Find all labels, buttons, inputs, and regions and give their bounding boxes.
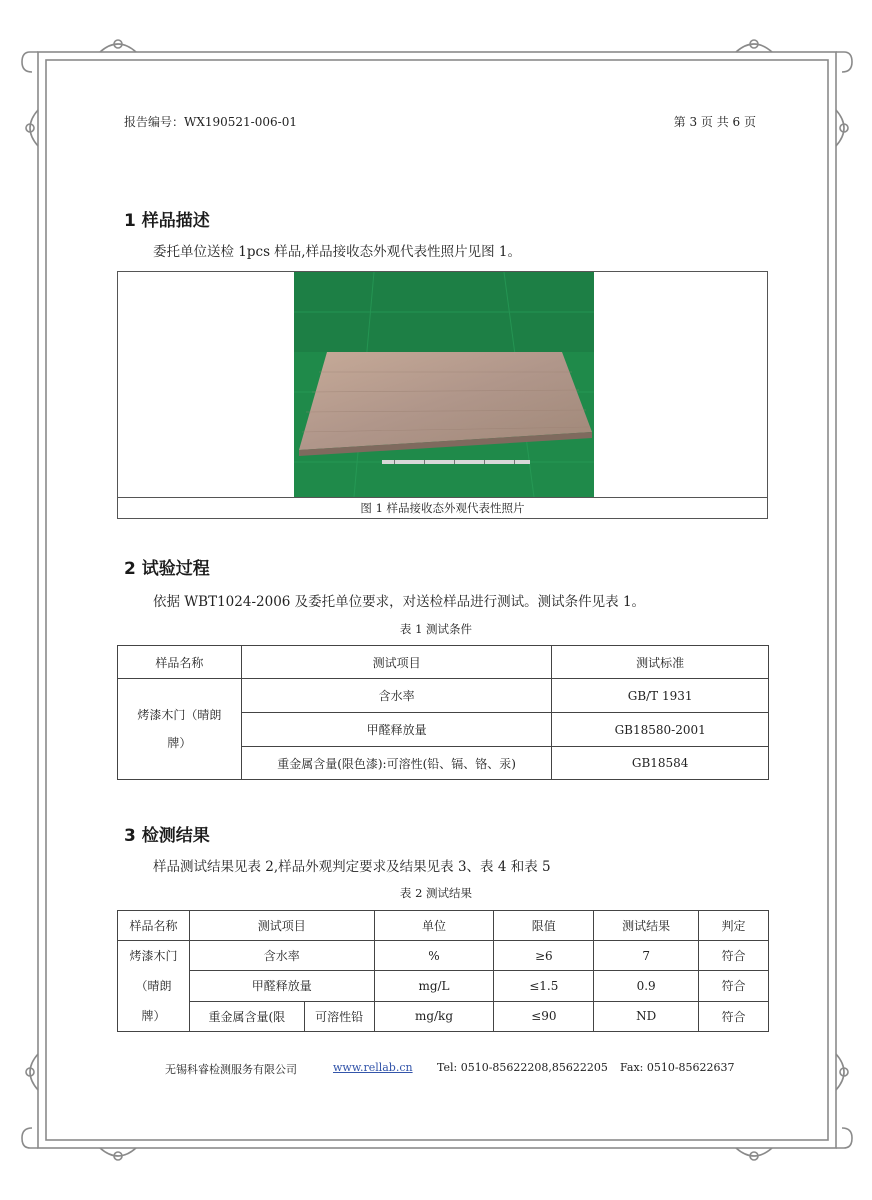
header-cell: 限值	[494, 911, 594, 941]
sample-photo	[294, 272, 594, 497]
footer-company: 无锡科睿检测服务有限公司	[165, 1063, 297, 1076]
header-cell: 样品名称	[118, 911, 190, 941]
footer-website-link[interactable]: www.rellab.cn	[333, 1061, 413, 1074]
test-item-cell: 含水率	[189, 941, 374, 971]
section-1-text: 委托单位送检 1pcs 样品,样品接收态外观代表性照片见图 1。	[153, 244, 521, 260]
standard-cell: GB18580-2001	[552, 713, 769, 747]
sample-name-cell: 烤漆木门（晴朗牌）	[118, 679, 242, 780]
section-3-text: 样品测试结果见表 2,样品外观判定要求及结果见表 3、表 4 和表 5	[153, 859, 551, 875]
standard-cell: GB18584	[552, 747, 769, 780]
sample-name-line: 烤漆木门	[129, 949, 178, 963]
header-cell: 样品名称	[118, 646, 242, 679]
result-cell: ND	[594, 1001, 699, 1031]
unit-cell: mg/L	[374, 971, 494, 1001]
table-header-row	[118, 646, 769, 679]
standard-cell: GB/T 1931	[552, 679, 769, 713]
verdict-cell: 符合	[699, 971, 769, 1001]
result-cell: 0.9	[594, 971, 699, 1001]
section-2-title: 2 试验过程	[124, 559, 210, 579]
limit-cell: ≤1.5	[494, 971, 594, 1001]
test-item-cell: 甲醛释放量	[189, 971, 374, 1001]
limit-cell: ≤90	[494, 1001, 594, 1031]
sample-name-line: （晴朗	[135, 979, 172, 993]
sample-name-cell	[118, 941, 190, 1032]
table-row	[118, 971, 769, 1001]
sample-name-line: 牌）	[141, 1009, 166, 1023]
test-conditions-table	[117, 645, 769, 780]
unit-cell: %	[374, 941, 494, 971]
verdict-cell: 符合	[699, 1001, 769, 1031]
result-cell: 7	[594, 941, 699, 971]
test-item-cell: 甲醛释放量	[241, 713, 551, 747]
test-item-cell: 重金属含量(限色漆):可溶性(铅、镉、铬、汞)	[241, 747, 551, 780]
table-row	[118, 679, 769, 713]
figure-caption: 图 1 样品接收态外观代表性照片	[118, 497, 767, 519]
header-cell: 测试项目	[189, 911, 374, 941]
test-results-table	[117, 910, 769, 1032]
report-number: 报告编号：WX190521-006-01	[124, 115, 297, 129]
header-cell: 单位	[374, 911, 494, 941]
footer-telephone: Tel: 0510-85622208,85622205	[437, 1061, 608, 1074]
test-item-cell: 含水率	[241, 679, 551, 713]
verdict-cell: 符合	[699, 941, 769, 971]
test-item-cell: 重金属含量(限	[189, 1001, 304, 1031]
unit-cell: mg/kg	[374, 1001, 494, 1031]
section-1-title: 1 样品描述	[124, 211, 210, 231]
table-row	[118, 941, 769, 971]
section-2-text: 依据 WBT1024-2006 及委托单位要求，对送检样品进行测试。测试条件见表 1。	[153, 594, 646, 610]
page-indicator: 第 3 页 共 6 页	[673, 115, 756, 129]
table-header-row	[118, 911, 769, 941]
limit-cell: ≥6	[494, 941, 594, 971]
sample-figure	[117, 271, 768, 519]
table-1-caption: 表 1 测试条件	[399, 622, 473, 636]
section-3-title: 3 检测结果	[124, 826, 210, 846]
table-2-caption: 表 2 测试结果	[399, 886, 473, 900]
header-cell: 测试项目	[241, 646, 551, 679]
header-cell: 测试标准	[552, 646, 769, 679]
header-cell: 测试结果	[594, 911, 699, 941]
table-row	[118, 1001, 769, 1031]
footer-fax: Fax: 0510-85622637	[620, 1061, 735, 1074]
header-cell: 判定	[699, 911, 769, 941]
test-subitem-cell: 可溶性铅	[304, 1001, 374, 1031]
